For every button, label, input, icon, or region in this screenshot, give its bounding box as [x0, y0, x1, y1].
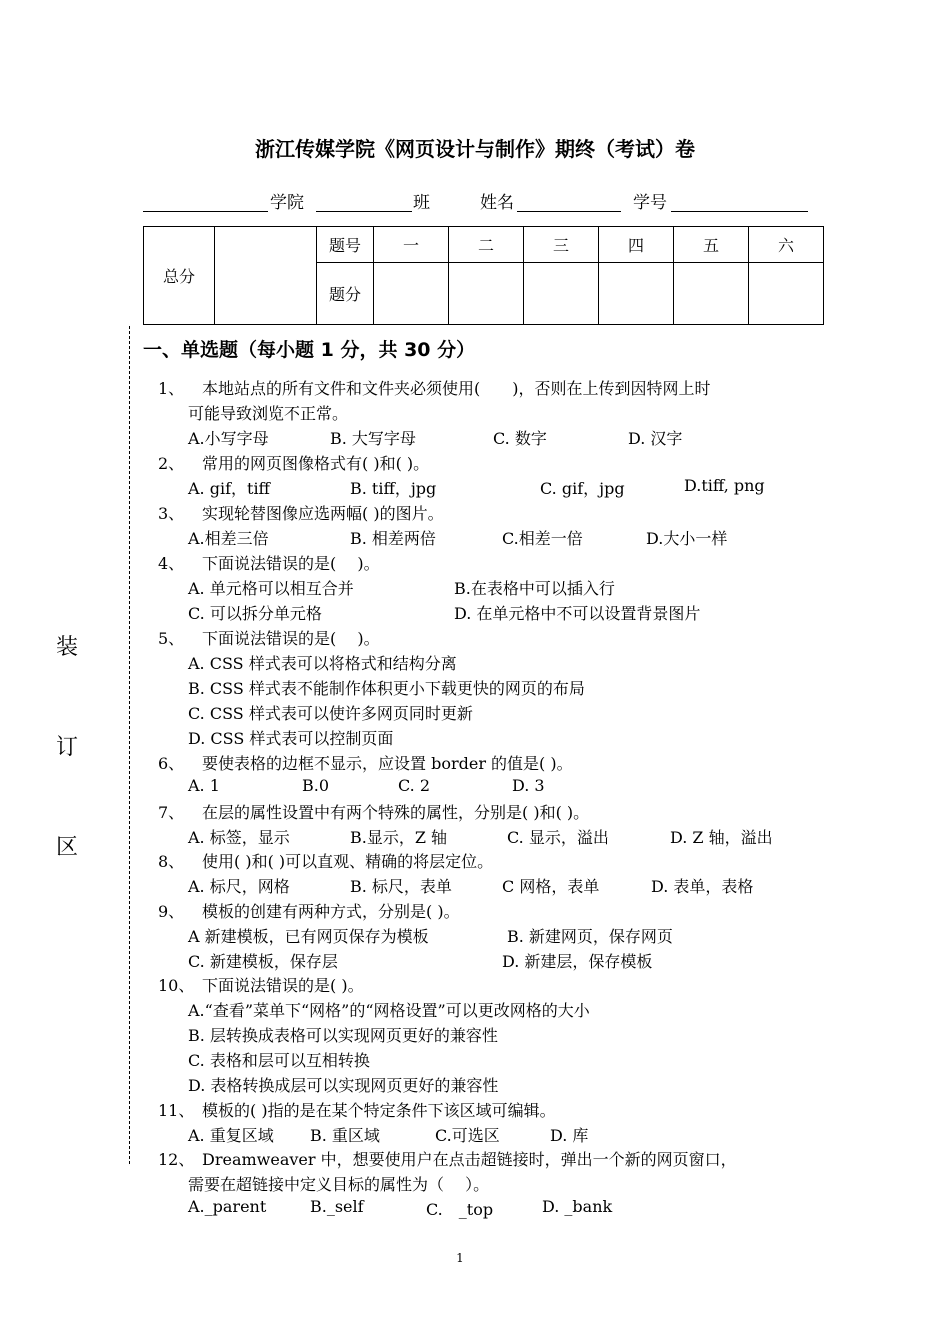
option: A.“查看”菜单下“网格”的“网格设置”可以更改网格的大小 [188, 1001, 590, 1020]
question-number: 7、 [158, 803, 185, 822]
option: B.显示，Z 轴 [350, 828, 448, 847]
option: D. _bank [542, 1197, 613, 1216]
option: C. _top [426, 1200, 494, 1219]
option: C. 可以拆分单元格 [188, 604, 322, 623]
question-number: 1、 [158, 379, 185, 398]
option: D. 在单元格中不可以设置背景图片 [454, 604, 701, 623]
option: A. 重复区域 [188, 1126, 274, 1145]
option: B. 相差两倍 [350, 529, 436, 548]
college-label: 学院 [270, 193, 304, 213]
option: B. 标尺，表单 [350, 877, 452, 896]
option: D. 表单，表格 [651, 877, 754, 896]
option: A.相差三倍 [188, 529, 269, 548]
score-table [143, 226, 824, 325]
option: C. 新建模板，保存层 [188, 952, 338, 971]
option: B.0 [302, 776, 330, 795]
option: B. CSS 样式表不能制作体积更小下载更快的网页的布局 [188, 679, 585, 698]
option: C. 2 [398, 776, 431, 795]
option: D.大小一样 [646, 529, 728, 548]
binding-char: 装 [55, 635, 78, 660]
class-label: 班 [413, 193, 430, 213]
question-text: 下面说法错误的是( )。 [202, 554, 380, 573]
binding-char: 订 [55, 735, 78, 760]
section-title: 一、单选题（每小题 1 分，共 30 分） [143, 339, 476, 361]
question-number: 9、 [158, 902, 185, 921]
question-number: 11、 [158, 1101, 195, 1120]
class-blank[interactable] [316, 211, 412, 212]
question [158, 376, 711, 399]
option: C. CSS 样式表可以使许多网页同时更新 [188, 704, 473, 723]
score-cell[interactable] [524, 263, 599, 325]
name-blank[interactable] [517, 211, 621, 212]
question-number: 5、 [158, 629, 185, 648]
question-number: 10、 [158, 976, 195, 995]
option: D. Z 轴，溢出 [670, 828, 773, 847]
column-header: 三 [524, 227, 599, 263]
option: B. 大写字母 [330, 429, 416, 448]
question-text: 模板的( )指的是在某个特定条件下该区域可编辑。 [202, 1101, 556, 1120]
question-number: 2、 [158, 454, 185, 473]
page-title: 浙江传媒学院《网页设计与制作》期终（考试）卷 [255, 137, 695, 161]
option: A. 单元格可以相互合并 [188, 579, 354, 598]
option: D. 新建层，保存模板 [502, 952, 653, 971]
question-number: 6、 [158, 754, 185, 773]
question-number: 12、 [158, 1150, 195, 1169]
question-score-label: 题分 [317, 263, 374, 325]
question [158, 551, 380, 574]
column-header: 二 [449, 227, 524, 263]
option: B. 新建网页，保存网页 [507, 927, 673, 946]
option: A. 标尺，网格 [188, 877, 290, 896]
score-cell[interactable] [599, 263, 674, 325]
score-cell[interactable] [674, 263, 749, 325]
question-number: 4、 [158, 554, 185, 573]
student-id-blank[interactable] [671, 211, 808, 212]
option: C. 表格和层可以互相转换 [188, 1051, 370, 1070]
option: D. 表格转换成层可以实现网页更好的兼容性 [188, 1076, 499, 1095]
question-text: Dreamweaver 中，想要使用户在点击超链接时，弹出一个新的网页窗口， [202, 1150, 737, 1169]
question [158, 626, 380, 649]
total-score-cell[interactable] [215, 227, 317, 325]
question-text: 常用的网页图像格式有( )和( )。 [202, 454, 430, 473]
question [158, 800, 589, 823]
score-cell[interactable] [749, 263, 824, 325]
question [158, 501, 444, 524]
question-number: 3、 [158, 504, 185, 523]
option: A._parent [188, 1197, 267, 1216]
option: A. CSS 样式表可以将格式和结构分离 [188, 654, 457, 673]
option: D.tiff, png [684, 476, 765, 495]
question [158, 849, 493, 872]
question [158, 1147, 737, 1170]
question [158, 899, 460, 922]
column-header: 一 [374, 227, 449, 263]
option: A. gif，tiff [188, 479, 270, 498]
column-header: 六 [749, 227, 824, 263]
question-number: 8、 [158, 852, 185, 871]
option: B. tiff，jpg [350, 479, 437, 498]
question [158, 973, 364, 996]
question-number-label: 题号 [317, 227, 374, 263]
option: C.相差一倍 [502, 529, 583, 548]
score-cell[interactable] [374, 263, 449, 325]
option: C. gif，jpg [540, 479, 625, 498]
binding-char: 区 [55, 835, 78, 860]
option: B._self [310, 1197, 364, 1216]
question-continuation: 需要在超链接中定义目标的属性为（ ）。 [188, 1175, 490, 1194]
student-id-label: 学号 [633, 193, 667, 213]
column-header: 四 [599, 227, 674, 263]
score-cell[interactable] [449, 263, 524, 325]
question-text: 本地站点的所有文件和文件夹必须使用( )，否则在上传到因特网上时 [202, 379, 711, 398]
option: B. 重区域 [310, 1126, 380, 1145]
student-info-line [143, 188, 808, 214]
option: A. 1 [188, 776, 220, 795]
question-continuation: 可能导致浏览不正常。 [188, 404, 349, 423]
option: D. 汉字 [628, 429, 683, 448]
question [158, 751, 573, 774]
option: C 网格，表单 [502, 877, 600, 896]
option: C.可选区 [435, 1126, 500, 1145]
option: A 新建模板，已有网页保存为模板 [188, 927, 429, 946]
option: B.在表格中可以插入行 [454, 579, 615, 598]
college-blank[interactable] [143, 211, 268, 212]
question-text: 模板的创建有两种方式，分别是( )。 [202, 902, 460, 921]
option: C. 显示，溢出 [507, 828, 609, 847]
question-text: 在层的属性设置中有两个特殊的属性，分别是( )和( )。 [202, 803, 590, 822]
total-label: 总分 [144, 227, 215, 325]
option: B. 层转换成表格可以实现网页更好的兼容性 [188, 1026, 498, 1045]
binding-line [129, 326, 130, 1164]
question-text: 要使表格的边框不显示，应设置 border 的值是( )。 [202, 754, 573, 773]
question-text: 下面说法错误的是( )。 [202, 629, 380, 648]
name-label: 姓名 [480, 193, 514, 213]
question-text: 实现轮替图像应选两幅( )的图片。 [202, 504, 444, 523]
column-header: 五 [674, 227, 749, 263]
question [158, 1098, 556, 1121]
option: D. 3 [512, 776, 545, 795]
option: D. 库 [550, 1126, 589, 1145]
question-text: 下面说法错误的是( )。 [202, 976, 364, 995]
option: A.小写字母 [188, 429, 269, 448]
option: A. 标签，显示 [188, 828, 290, 847]
option: C. 数字 [493, 429, 547, 448]
page-number: 1 [456, 1251, 464, 1265]
question-text: 使用( )和( )可以直观、精确的将层定位。 [202, 852, 494, 871]
question [158, 451, 429, 474]
option: D. CSS 样式表可以控制页面 [188, 729, 394, 748]
